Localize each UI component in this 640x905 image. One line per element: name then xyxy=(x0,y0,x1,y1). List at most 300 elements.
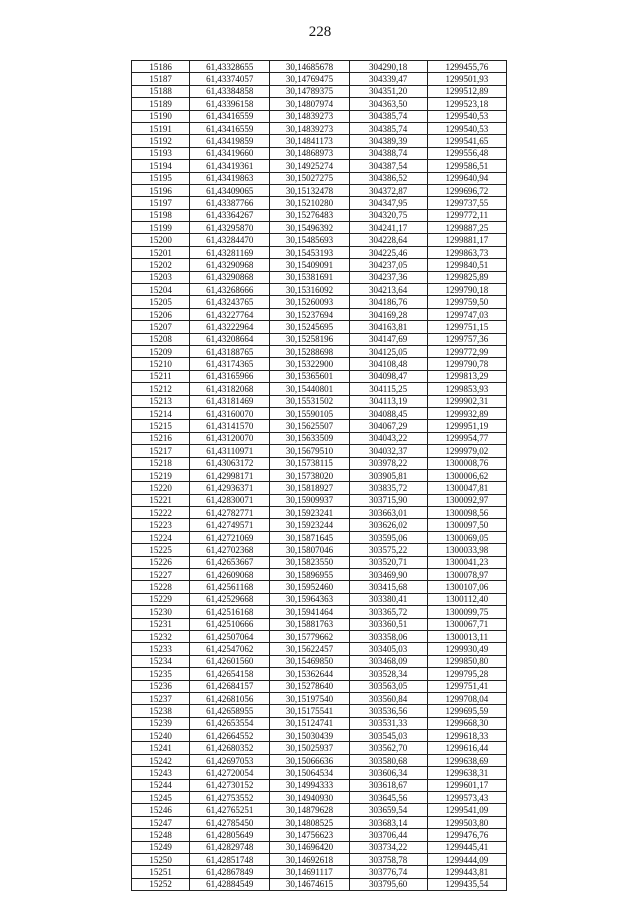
longitude-cell: 30,15625507 xyxy=(270,420,349,432)
longitude-cell: 30,15871645 xyxy=(270,531,349,543)
longitude-cell: 30,15952460 xyxy=(270,581,349,593)
latitude-cell: 61,42507064 xyxy=(190,630,270,642)
latitude-cell: 61,42561168 xyxy=(190,581,270,593)
point-number-cell: 15228 xyxy=(132,581,190,593)
table-row xyxy=(132,754,507,766)
point-number-cell: 15241 xyxy=(132,742,190,754)
x-coordinate-cell: 304385,74 xyxy=(349,110,427,122)
point-number-cell: 15200 xyxy=(132,234,190,246)
y-coordinate-cell: 1300047,81 xyxy=(427,482,506,494)
x-coordinate-cell: 303358,06 xyxy=(349,630,427,642)
table-row xyxy=(132,222,507,234)
longitude-cell: 30,15175541 xyxy=(270,705,349,717)
table-row xyxy=(132,333,507,345)
table-row xyxy=(132,457,507,469)
point-number-cell: 15246 xyxy=(132,804,190,816)
x-coordinate-cell: 303405,03 xyxy=(349,643,427,655)
point-number-cell: 15247 xyxy=(132,816,190,828)
longitude-cell: 30,15453193 xyxy=(270,246,349,258)
latitude-cell: 61,43281169 xyxy=(190,246,270,258)
x-coordinate-cell: 304213,64 xyxy=(349,284,427,296)
latitude-cell: 61,42547062 xyxy=(190,643,270,655)
y-coordinate-cell: 1300069,05 xyxy=(427,531,506,543)
point-number-cell: 15251 xyxy=(132,866,190,878)
table-row xyxy=(132,284,507,296)
longitude-cell: 30,15738115 xyxy=(270,457,349,469)
table-row xyxy=(132,680,507,692)
x-coordinate-cell: 304347,95 xyxy=(349,197,427,209)
longitude-cell: 30,15881763 xyxy=(270,618,349,630)
x-coordinate-cell: 304339,47 xyxy=(349,73,427,85)
x-coordinate-cell: 303469,90 xyxy=(349,569,427,581)
point-number-cell: 15235 xyxy=(132,668,190,680)
longitude-cell: 30,15590105 xyxy=(270,407,349,419)
x-coordinate-cell: 303706,44 xyxy=(349,829,427,841)
longitude-cell: 30,14940930 xyxy=(270,792,349,804)
point-number-cell: 15239 xyxy=(132,717,190,729)
latitude-cell: 61,43160070 xyxy=(190,407,270,419)
y-coordinate-cell: 1299540,53 xyxy=(427,110,506,122)
latitude-cell: 61,42830071 xyxy=(190,494,270,506)
latitude-cell: 61,43290968 xyxy=(190,259,270,271)
longitude-cell: 30,14674615 xyxy=(270,878,349,890)
latitude-cell: 61,43396158 xyxy=(190,98,270,110)
point-number-cell: 15242 xyxy=(132,754,190,766)
table-row xyxy=(132,829,507,841)
table-row xyxy=(132,556,507,568)
y-coordinate-cell: 1300013,11 xyxy=(427,630,506,642)
longitude-cell: 30,14994333 xyxy=(270,779,349,791)
longitude-cell: 30,15027275 xyxy=(270,172,349,184)
point-number-cell: 15186 xyxy=(132,61,190,73)
y-coordinate-cell: 1299902,31 xyxy=(427,395,506,407)
latitude-cell: 61,42753552 xyxy=(190,792,270,804)
y-coordinate-cell: 1299757,36 xyxy=(427,333,506,345)
x-coordinate-cell: 304043,22 xyxy=(349,432,427,444)
y-coordinate-cell: 1299476,76 xyxy=(427,829,506,841)
longitude-cell: 30,15679510 xyxy=(270,445,349,457)
table-row xyxy=(132,531,507,543)
table-row xyxy=(132,792,507,804)
point-number-cell: 15225 xyxy=(132,544,190,556)
x-coordinate-cell: 304385,74 xyxy=(349,122,427,134)
x-coordinate-cell: 304169,28 xyxy=(349,308,427,320)
y-coordinate-cell: 1299930,49 xyxy=(427,643,506,655)
table-row xyxy=(132,197,507,209)
table-row xyxy=(132,730,507,742)
latitude-cell: 61,43165966 xyxy=(190,370,270,382)
y-coordinate-cell: 1299881,17 xyxy=(427,234,506,246)
table-row xyxy=(132,296,507,308)
longitude-cell: 30,14841173 xyxy=(270,135,349,147)
longitude-cell: 30,15909937 xyxy=(270,494,349,506)
y-coordinate-cell: 1299840,51 xyxy=(427,259,506,271)
point-number-cell: 15224 xyxy=(132,531,190,543)
x-coordinate-cell: 303468,09 xyxy=(349,655,427,667)
coordinate-table xyxy=(131,60,507,891)
x-coordinate-cell: 304228,64 xyxy=(349,234,427,246)
point-number-cell: 15188 xyxy=(132,85,190,97)
x-coordinate-cell: 304113,19 xyxy=(349,395,427,407)
longitude-cell: 30,14839273 xyxy=(270,110,349,122)
latitude-cell: 61,42936371 xyxy=(190,482,270,494)
longitude-cell: 30,15964363 xyxy=(270,593,349,605)
x-coordinate-cell: 303734,22 xyxy=(349,841,427,853)
longitude-cell: 30,15779662 xyxy=(270,630,349,642)
latitude-cell: 61,43120070 xyxy=(190,432,270,444)
coordinate-table-body xyxy=(132,61,507,891)
point-number-cell: 15227 xyxy=(132,569,190,581)
latitude-cell: 61,43295870 xyxy=(190,222,270,234)
table-row xyxy=(132,668,507,680)
y-coordinate-cell: 1300033,98 xyxy=(427,544,506,556)
table-row xyxy=(132,61,507,73)
latitude-cell: 61,43374057 xyxy=(190,73,270,85)
table-row xyxy=(132,234,507,246)
x-coordinate-cell: 304320,75 xyxy=(349,209,427,221)
y-coordinate-cell: 1300099,75 xyxy=(427,606,506,618)
point-number-cell: 15234 xyxy=(132,655,190,667)
table-row xyxy=(132,618,507,630)
latitude-cell: 61,42510666 xyxy=(190,618,270,630)
longitude-cell: 30,14691117 xyxy=(270,866,349,878)
longitude-cell: 30,14756623 xyxy=(270,829,349,841)
latitude-cell: 61,43182068 xyxy=(190,383,270,395)
longitude-cell: 30,15485693 xyxy=(270,234,349,246)
y-coordinate-cell: 1300092,97 xyxy=(427,494,506,506)
latitude-cell: 61,42805649 xyxy=(190,829,270,841)
point-number-cell: 15236 xyxy=(132,680,190,692)
longitude-cell: 30,15276483 xyxy=(270,209,349,221)
y-coordinate-cell: 1300006,62 xyxy=(427,469,506,481)
table-row xyxy=(132,445,507,457)
longitude-cell: 30,14789375 xyxy=(270,85,349,97)
longitude-cell: 30,14879628 xyxy=(270,804,349,816)
latitude-cell: 61,42785450 xyxy=(190,816,270,828)
point-number-cell: 15219 xyxy=(132,469,190,481)
latitude-cell: 61,42702368 xyxy=(190,544,270,556)
y-coordinate-cell: 1299616,44 xyxy=(427,742,506,754)
latitude-cell: 61,43416559 xyxy=(190,122,270,134)
table-row xyxy=(132,630,507,642)
x-coordinate-cell: 304387,54 xyxy=(349,160,427,172)
y-coordinate-cell: 1299747,03 xyxy=(427,308,506,320)
y-coordinate-cell: 1299696,72 xyxy=(427,184,506,196)
table-row xyxy=(132,779,507,791)
y-coordinate-cell: 1299887,25 xyxy=(427,222,506,234)
table-row xyxy=(132,321,507,333)
latitude-cell: 61,42867849 xyxy=(190,866,270,878)
point-number-cell: 15199 xyxy=(132,222,190,234)
y-coordinate-cell: 1299586,51 xyxy=(427,160,506,172)
point-number-cell: 15217 xyxy=(132,445,190,457)
longitude-cell: 30,15365601 xyxy=(270,370,349,382)
table-row xyxy=(132,494,507,506)
x-coordinate-cell: 303659,54 xyxy=(349,804,427,816)
page-number: 228 xyxy=(308,24,332,40)
x-coordinate-cell: 303575,22 xyxy=(349,544,427,556)
table-row xyxy=(132,854,507,866)
y-coordinate-cell: 1299455,76 xyxy=(427,61,506,73)
point-number-cell: 15216 xyxy=(132,432,190,444)
x-coordinate-cell: 304163,81 xyxy=(349,321,427,333)
longitude-cell: 30,15409091 xyxy=(270,259,349,271)
latitude-cell: 61,43387766 xyxy=(190,197,270,209)
x-coordinate-cell: 304225,46 xyxy=(349,246,427,258)
y-coordinate-cell: 1299601,17 xyxy=(427,779,506,791)
x-coordinate-cell: 303663,01 xyxy=(349,507,427,519)
latitude-cell: 61,42658955 xyxy=(190,705,270,717)
x-coordinate-cell: 303560,84 xyxy=(349,692,427,704)
x-coordinate-cell: 303683,14 xyxy=(349,816,427,828)
y-coordinate-cell: 1299751,41 xyxy=(427,680,506,692)
y-coordinate-cell: 1299825,89 xyxy=(427,271,506,283)
table-row xyxy=(132,432,507,444)
longitude-cell: 30,14839273 xyxy=(270,122,349,134)
latitude-cell: 61,43290868 xyxy=(190,271,270,283)
point-number-cell: 15204 xyxy=(132,284,190,296)
x-coordinate-cell: 303545,03 xyxy=(349,730,427,742)
latitude-cell: 61,43110971 xyxy=(190,445,270,457)
longitude-cell: 30,15237694 xyxy=(270,308,349,320)
table-row xyxy=(132,816,507,828)
y-coordinate-cell: 1299618,33 xyxy=(427,730,506,742)
longitude-cell: 30,15923244 xyxy=(270,519,349,531)
longitude-cell: 30,15066636 xyxy=(270,754,349,766)
x-coordinate-cell: 303645,56 xyxy=(349,792,427,804)
latitude-cell: 61,43243765 xyxy=(190,296,270,308)
latitude-cell: 61,42697053 xyxy=(190,754,270,766)
x-coordinate-cell: 303360,51 xyxy=(349,618,427,630)
x-coordinate-cell: 304363,50 xyxy=(349,98,427,110)
longitude-cell: 30,15258196 xyxy=(270,333,349,345)
longitude-cell: 30,15807046 xyxy=(270,544,349,556)
longitude-cell: 30,14925274 xyxy=(270,160,349,172)
table-row xyxy=(132,606,507,618)
latitude-cell: 61,43188765 xyxy=(190,345,270,357)
table-row xyxy=(132,259,507,271)
y-coordinate-cell: 1299850,80 xyxy=(427,655,506,667)
longitude-cell: 30,15738020 xyxy=(270,469,349,481)
point-number-cell: 15231 xyxy=(132,618,190,630)
x-coordinate-cell: 303626,02 xyxy=(349,519,427,531)
y-coordinate-cell: 1299853,93 xyxy=(427,383,506,395)
table-row xyxy=(132,172,507,184)
y-coordinate-cell: 1299751,15 xyxy=(427,321,506,333)
latitude-cell: 61,42998171 xyxy=(190,469,270,481)
x-coordinate-cell: 303835,72 xyxy=(349,482,427,494)
point-number-cell: 15226 xyxy=(132,556,190,568)
y-coordinate-cell: 1299790,18 xyxy=(427,284,506,296)
x-coordinate-cell: 304115,25 xyxy=(349,383,427,395)
longitude-cell: 30,15064534 xyxy=(270,767,349,779)
x-coordinate-cell: 304386,52 xyxy=(349,172,427,184)
x-coordinate-cell: 303365,72 xyxy=(349,606,427,618)
table-row xyxy=(132,184,507,196)
longitude-cell: 30,15818927 xyxy=(270,482,349,494)
table-row xyxy=(132,482,507,494)
point-number-cell: 15192 xyxy=(132,135,190,147)
x-coordinate-cell: 303536,56 xyxy=(349,705,427,717)
y-coordinate-cell: 1299573,43 xyxy=(427,792,506,804)
table-row xyxy=(132,147,507,159)
point-number-cell: 15191 xyxy=(132,122,190,134)
longitude-cell: 30,14696420 xyxy=(270,841,349,853)
y-coordinate-cell: 1299445,41 xyxy=(427,841,506,853)
x-coordinate-cell: 304186,76 xyxy=(349,296,427,308)
latitude-cell: 61,43063172 xyxy=(190,457,270,469)
longitude-cell: 30,15381691 xyxy=(270,271,349,283)
point-number-cell: 15243 xyxy=(132,767,190,779)
longitude-cell: 30,14769475 xyxy=(270,73,349,85)
y-coordinate-cell: 1300041,23 xyxy=(427,556,506,568)
point-number-cell: 15220 xyxy=(132,482,190,494)
point-number-cell: 15223 xyxy=(132,519,190,531)
latitude-cell: 61,43208664 xyxy=(190,333,270,345)
point-number-cell: 15229 xyxy=(132,593,190,605)
table-row xyxy=(132,110,507,122)
table-row xyxy=(132,160,507,172)
x-coordinate-cell: 304147,69 xyxy=(349,333,427,345)
y-coordinate-cell: 1300008,76 xyxy=(427,457,506,469)
table-row xyxy=(132,370,507,382)
y-coordinate-cell: 1299512,89 xyxy=(427,85,506,97)
latitude-cell: 61,43222964 xyxy=(190,321,270,333)
table-row xyxy=(132,519,507,531)
point-number-cell: 15240 xyxy=(132,730,190,742)
table-row xyxy=(132,581,507,593)
point-number-cell: 15197 xyxy=(132,197,190,209)
point-number-cell: 15244 xyxy=(132,779,190,791)
latitude-cell: 61,42829748 xyxy=(190,841,270,853)
longitude-cell: 30,15440801 xyxy=(270,383,349,395)
x-coordinate-cell: 303758,78 xyxy=(349,854,427,866)
longitude-cell: 30,15025937 xyxy=(270,742,349,754)
latitude-cell: 61,42653554 xyxy=(190,717,270,729)
longitude-cell: 30,15531502 xyxy=(270,395,349,407)
point-number-cell: 15221 xyxy=(132,494,190,506)
y-coordinate-cell: 1299708,04 xyxy=(427,692,506,704)
table-row xyxy=(132,742,507,754)
latitude-cell: 61,43174365 xyxy=(190,358,270,370)
point-number-cell: 15249 xyxy=(132,841,190,853)
table-row xyxy=(132,383,507,395)
table-row xyxy=(132,345,507,357)
latitude-cell: 61,42749571 xyxy=(190,519,270,531)
y-coordinate-cell: 1299556,48 xyxy=(427,147,506,159)
y-coordinate-cell: 1299503,80 xyxy=(427,816,506,828)
longitude-cell: 30,14692618 xyxy=(270,854,349,866)
y-coordinate-cell: 1299737,55 xyxy=(427,197,506,209)
table-row xyxy=(132,135,507,147)
point-number-cell: 15215 xyxy=(132,420,190,432)
x-coordinate-cell: 304237,36 xyxy=(349,271,427,283)
y-coordinate-cell: 1300112,40 xyxy=(427,593,506,605)
latitude-cell: 61,43181469 xyxy=(190,395,270,407)
table-row xyxy=(132,469,507,481)
longitude-cell: 30,15288698 xyxy=(270,345,349,357)
x-coordinate-cell: 303795,60 xyxy=(349,878,427,890)
table-row xyxy=(132,767,507,779)
longitude-cell: 30,15823550 xyxy=(270,556,349,568)
point-number-cell: 15233 xyxy=(132,643,190,655)
x-coordinate-cell: 304237,05 xyxy=(349,259,427,271)
y-coordinate-cell: 1299443,81 xyxy=(427,866,506,878)
x-coordinate-cell: 304389,39 xyxy=(349,135,427,147)
latitude-cell: 61,42851748 xyxy=(190,854,270,866)
point-number-cell: 15195 xyxy=(132,172,190,184)
longitude-cell: 30,15316092 xyxy=(270,284,349,296)
x-coordinate-cell: 304351,20 xyxy=(349,85,427,97)
point-number-cell: 15189 xyxy=(132,98,190,110)
longitude-cell: 30,15633509 xyxy=(270,432,349,444)
table-row xyxy=(132,420,507,432)
latitude-cell: 61,42653667 xyxy=(190,556,270,568)
x-coordinate-cell: 304067,29 xyxy=(349,420,427,432)
x-coordinate-cell: 303580,68 xyxy=(349,754,427,766)
table-row xyxy=(132,544,507,556)
y-coordinate-cell: 1299932,89 xyxy=(427,407,506,419)
point-number-cell: 15210 xyxy=(132,358,190,370)
y-coordinate-cell: 1299444,09 xyxy=(427,854,506,866)
latitude-cell: 61,43419361 xyxy=(190,160,270,172)
x-coordinate-cell: 303520,71 xyxy=(349,556,427,568)
table-row xyxy=(132,395,507,407)
table-row xyxy=(132,866,507,878)
y-coordinate-cell: 1299638,69 xyxy=(427,754,506,766)
table-row xyxy=(132,85,507,97)
latitude-cell: 61,42609068 xyxy=(190,569,270,581)
x-coordinate-cell: 303606,34 xyxy=(349,767,427,779)
latitude-cell: 61,43416559 xyxy=(190,110,270,122)
latitude-cell: 61,42782771 xyxy=(190,507,270,519)
table-row xyxy=(132,271,507,283)
x-coordinate-cell: 304372,87 xyxy=(349,184,427,196)
point-number-cell: 15196 xyxy=(132,184,190,196)
table-row xyxy=(132,73,507,85)
table-row xyxy=(132,122,507,134)
y-coordinate-cell: 1299790,78 xyxy=(427,358,506,370)
y-coordinate-cell: 1299954,77 xyxy=(427,432,506,444)
x-coordinate-cell: 304032,37 xyxy=(349,445,427,457)
x-coordinate-cell: 303563,05 xyxy=(349,680,427,692)
longitude-cell: 30,15124741 xyxy=(270,717,349,729)
y-coordinate-cell: 1299523,18 xyxy=(427,98,506,110)
longitude-cell: 30,15941464 xyxy=(270,606,349,618)
y-coordinate-cell: 1300067,71 xyxy=(427,618,506,630)
point-number-cell: 15245 xyxy=(132,792,190,804)
point-number-cell: 15248 xyxy=(132,829,190,841)
x-coordinate-cell: 303415,68 xyxy=(349,581,427,593)
latitude-cell: 61,43227764 xyxy=(190,308,270,320)
latitude-cell: 61,42529668 xyxy=(190,593,270,605)
table-row xyxy=(132,692,507,704)
point-number-cell: 15205 xyxy=(132,296,190,308)
latitude-cell: 61,43409065 xyxy=(190,184,270,196)
y-coordinate-cell: 1300097,50 xyxy=(427,519,506,531)
longitude-cell: 30,15322900 xyxy=(270,358,349,370)
x-coordinate-cell: 304098,47 xyxy=(349,370,427,382)
point-number-cell: 15218 xyxy=(132,457,190,469)
latitude-cell: 61,42884549 xyxy=(190,878,270,890)
latitude-cell: 61,42601560 xyxy=(190,655,270,667)
y-coordinate-cell: 1299435,54 xyxy=(427,878,506,890)
table-row xyxy=(132,643,507,655)
table-row xyxy=(132,308,507,320)
point-number-cell: 15207 xyxy=(132,321,190,333)
longitude-cell: 30,15362644 xyxy=(270,668,349,680)
longitude-cell: 30,15210280 xyxy=(270,197,349,209)
